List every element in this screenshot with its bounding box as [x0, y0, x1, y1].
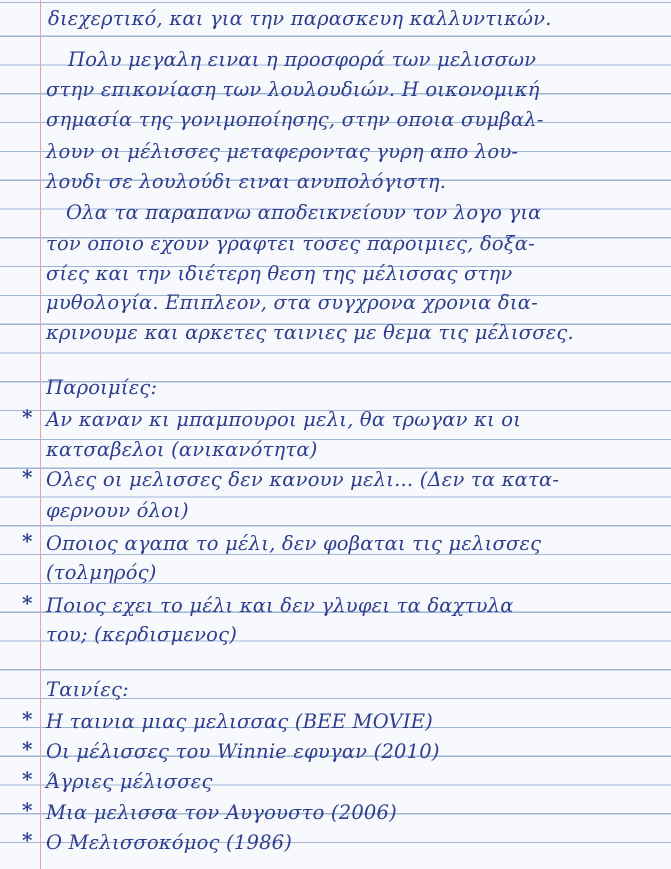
- paragraph-2-line: Ολα τα παραπανω αποδεικνείουν τον λογο για: [66, 201, 542, 224]
- proverb-line: (τολμηρός): [46, 561, 157, 584]
- asterisk-bullet-icon: *: [22, 529, 33, 553]
- paragraph-2-line: κρινουμε και αρκετες ταινιες με θεμα τις μέλισσες.: [46, 321, 574, 344]
- margin-line: [40, 0, 41, 869]
- paragraph-1-line: στην επικονίαση των λουλουδιών. Η οικονομική: [46, 78, 540, 101]
- asterisk-bullet-icon: *: [22, 405, 33, 429]
- asterisk-bullet-icon: *: [22, 591, 33, 615]
- paragraph-2-line: σίες και την ιδιέτερη θεση της μέλισσας στην: [46, 262, 513, 285]
- proverb-line: Οποιος αγαπα το μέλι, δεν φοβαται τις μελισσες: [46, 532, 542, 555]
- paragraph-2-line: μυθολογία. Επιπλεον, στα συγχρονα χρονια δια-: [46, 291, 538, 314]
- asterisk-bullet-icon: *: [22, 707, 33, 731]
- movie-title: Άγριες μέλισσες: [46, 770, 213, 793]
- asterisk-bullet-icon: *: [22, 798, 33, 822]
- asterisk-bullet-icon: *: [22, 737, 33, 761]
- paragraph-2-line: τον οποιο εχουν γραφτει τοσες παροιμιες, δοξα-: [46, 232, 535, 255]
- movie-title: Ο Μελισσοκόμος (1986): [46, 831, 293, 854]
- proverb-line: Ολες οι μελισσες δεν κανουν μελι... (Δεν τα κατα-: [46, 468, 560, 491]
- proverb-line: του; (κερδισμενος): [46, 623, 238, 646]
- proverb-line: Ποιος εχει το μέλι και δεν γλυφει τα δαχτυλα: [46, 594, 514, 617]
- paragraph-1-line: λουδι σε λουλούδι ειναι ανυπολόγιστη.: [46, 170, 447, 193]
- paragraph-1-line: λουν οι μέλισσες μεταφεροντας γυρη απο λου-: [46, 140, 519, 163]
- proverb-line: κατσαβελοι (ανικανότητα): [46, 438, 318, 461]
- movie-title: Μια μελισσα τον Αυγουστο (2006): [46, 801, 397, 824]
- paragraph-1-line: διεχερτικό, και για την παρασκευη καλλυντικών.: [48, 7, 552, 30]
- asterisk-bullet-icon: *: [22, 828, 33, 852]
- proverbs-heading: Παροιμίες:: [46, 376, 158, 399]
- movie-title: Οι μέλισσες του Winnie εφυγαν (2010): [46, 740, 440, 763]
- proverb-line: Αν καναν κι μπαμπουροι μελι, θα τρωγαν κι οι: [46, 408, 522, 431]
- paragraph-1-line: σημασία της γονιμοποίησης, στην οποια συμβαλ-: [46, 108, 544, 131]
- movies-heading: Ταινίες:: [46, 678, 129, 701]
- proverb-line: φερνουν όλοι): [46, 499, 189, 522]
- paragraph-1-line: Πολυ μεγαλη ειναι η προσφορά των μελισσων: [68, 48, 537, 71]
- movie-title: Η ταινια μιας μελισσας (BEE MOVIE): [46, 710, 433, 733]
- asterisk-bullet-icon: *: [22, 767, 33, 791]
- asterisk-bullet-icon: *: [22, 465, 33, 489]
